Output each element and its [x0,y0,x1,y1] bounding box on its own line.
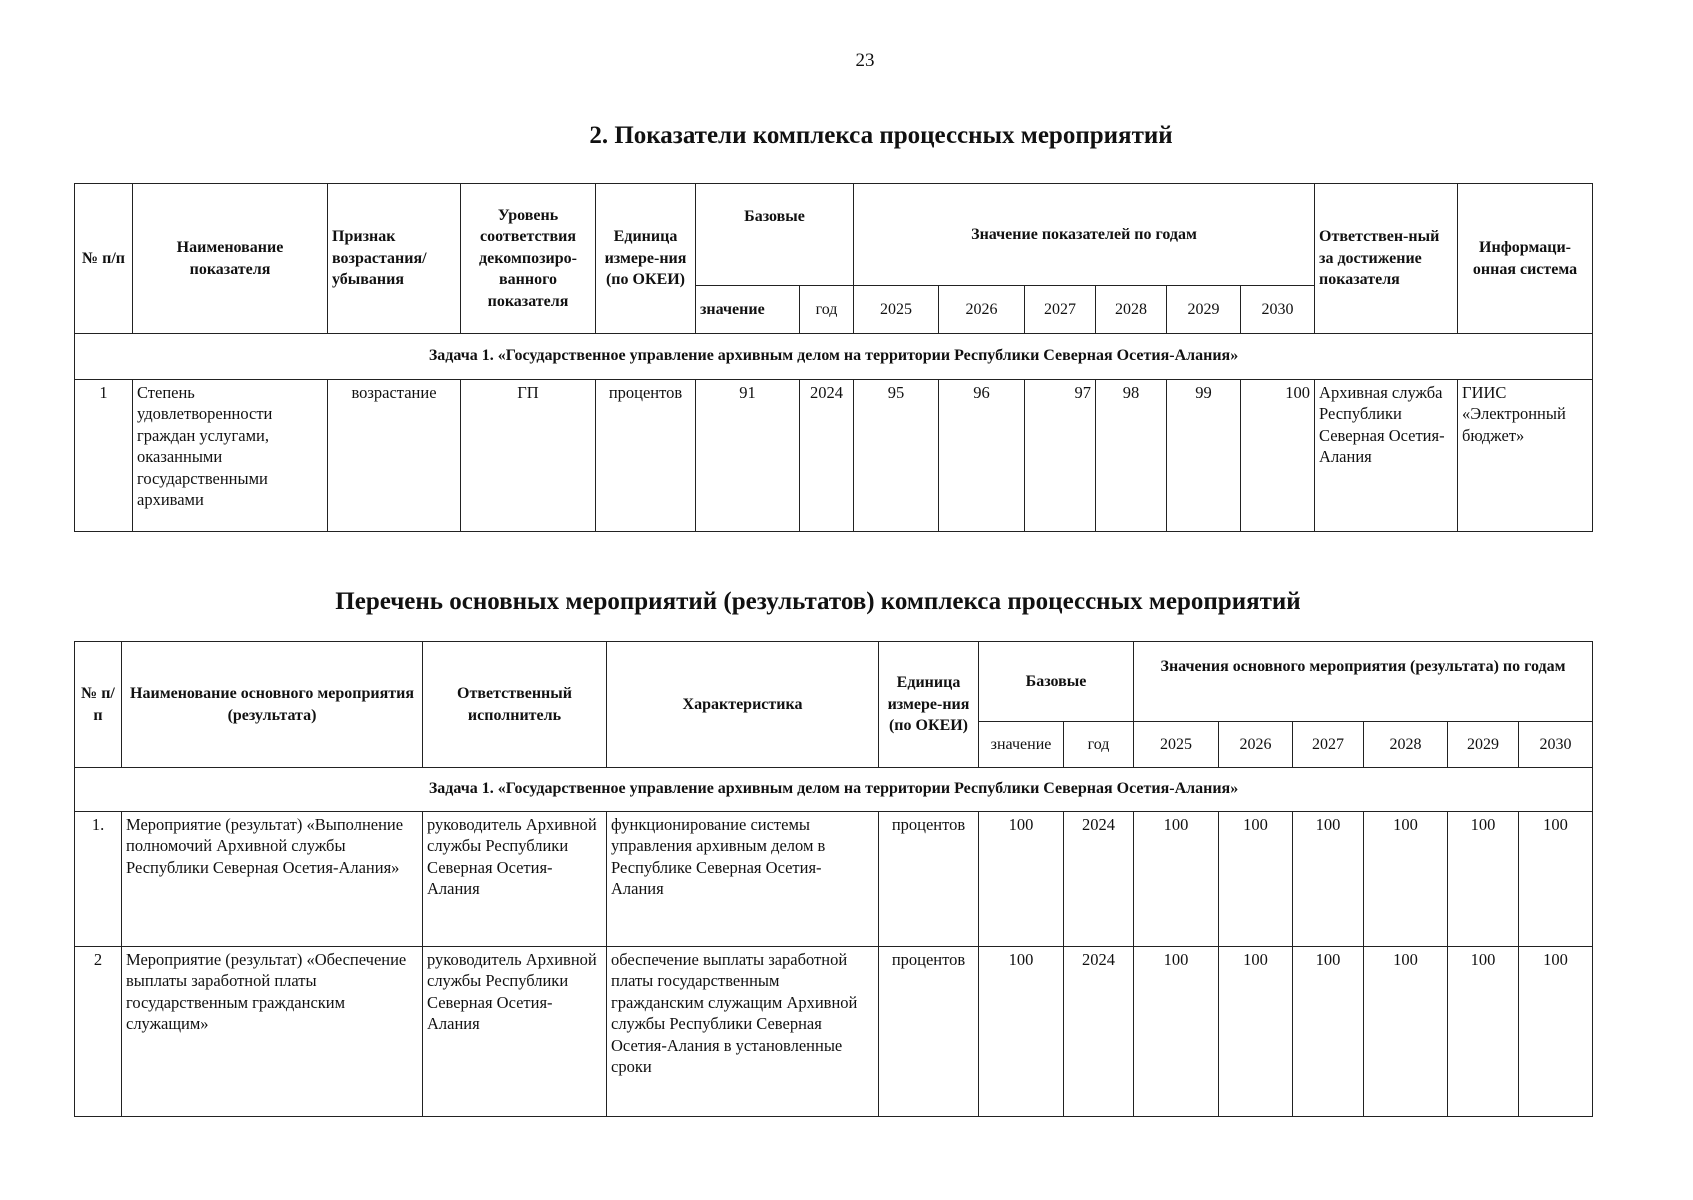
cell-year-value: 98 [1096,380,1167,532]
cell-executor: руководитель Архивной службы Республики Северная Осетия-Алания [423,812,607,947]
task-row: Задача 1. «Государственное управление архивным делом на территории Республики Северная Осетия-Алания» [75,334,1593,380]
cell-base-year: 2024 [1064,947,1134,1117]
cell-year-value: 100 [1241,380,1315,532]
cell-level: ГП [461,380,596,532]
cell-name: Мероприятие (результат) «Обеспечение выплаты заработной платы государственным гражданским служащим» [122,947,423,1117]
header-base-year: год [800,286,854,334]
cell-num: 2 [75,947,122,1117]
header-year: 2029 [1167,286,1241,334]
header-base: Базовые [979,642,1134,722]
header-base-value: значение [696,286,800,334]
cell-year-value: 100 [1293,812,1364,947]
header-year: 2028 [1096,286,1167,334]
cell-year-value: 100 [1134,812,1219,947]
cell-name: Мероприятие (результат) «Выполнение полномочий Архивной службы Республики Северная Осетия-Алания» [122,812,423,947]
cell-unit: процентов [596,380,696,532]
cell-year-value: 100 [1448,947,1519,1117]
cell-characteristic: обеспечение выплаты заработной платы государственным гражданским служащим Архивной службы Республики Северная Осетия-Алания в установленные сроки [607,947,879,1117]
cell-num: 1 [75,380,133,532]
header-year: 2025 [1134,722,1219,768]
header-values-by-year: Значения основного мероприятия (результата) по годам [1134,642,1593,722]
header-year: 2027 [1293,722,1364,768]
header-base: Базовые [696,184,854,286]
header-values-by-year: Значение показателей по годам [854,184,1315,286]
cell-year-value: 100 [1134,947,1219,1117]
header-name: Наименование основного мероприятия (результата) [122,642,423,768]
cell-year-value: 100 [1364,947,1448,1117]
header-year: 2025 [854,286,939,334]
header-year: 2026 [939,286,1025,334]
cell-year-value: 100 [1364,812,1448,947]
header-num: № п/п [75,184,133,334]
header-responsible: Ответствен-ный за достижение показателя [1315,184,1458,334]
header-sign: Признак возрастания/ убывания [328,184,461,334]
cell-year-value: 100 [1519,947,1593,1117]
cell-year-value: 100 [1219,812,1293,947]
page-number: 23 [855,50,875,71]
cell-base-value: 100 [979,947,1064,1117]
cell-year-value: 96 [939,380,1025,532]
cell-year-value: 100 [1293,947,1364,1117]
header-unit: Единица измере-ния (по ОКЕИ) [596,184,696,334]
cell-year-value: 100 [1219,947,1293,1117]
activities-table [74,641,1593,1117]
section1-title: 2. Показатели комплекса процессных мероприятий [589,122,1173,149]
header-level: Уровень соответствия декомпозиро-ванного показателя [461,184,596,334]
cell-sign: возрастание [328,380,461,532]
header-characteristic: Характеристика [607,642,879,768]
indicators-table [74,183,1593,532]
header-year: 2030 [1241,286,1315,334]
header-year: 2028 [1364,722,1448,768]
header-base-year: год [1064,722,1134,768]
header-name: Наименование показателя [133,184,328,334]
header-year: 2026 [1219,722,1293,768]
cell-year-value: 95 [854,380,939,532]
header-num: № п/п [75,642,122,768]
cell-year-value: 99 [1167,380,1241,532]
cell-base-value: 100 [979,812,1064,947]
cell-year-value: 100 [1448,812,1519,947]
cell-characteristic: функционирование системы управления архивным делом в Республике Северная Осетия-Алания [607,812,879,947]
cell-responsible: Архивная служба Республики Северная Осетия-Алания [1315,380,1458,532]
table-row [75,380,1593,532]
task-row: Задача 1. «Государственное управление архивным делом на территории Республики Северная Осетия-Алания» [75,768,1593,812]
header-year: 2027 [1025,286,1096,334]
cell-num: 1. [75,812,122,947]
cell-base-year: 2024 [1064,812,1134,947]
cell-info-system: ГИИС «Электронный бюджет» [1458,380,1593,532]
cell-name: Степень удовлетворенности граждан услугами, оказанными государственными архивами [133,380,328,532]
header-year: 2029 [1448,722,1519,768]
header-base-value: значение [979,722,1064,768]
cell-unit: процентов [879,812,979,947]
header-year: 2030 [1519,722,1593,768]
cell-base-value: 91 [696,380,800,532]
cell-executor: руководитель Архивной службы Республики Северная Осетия-Алания [423,947,607,1117]
cell-base-year: 2024 [800,380,854,532]
table-row [75,812,1593,947]
table-row [75,947,1593,1117]
header-unit: Единица измере-ния (по ОКЕИ) [879,642,979,768]
header-info-system: Информаци-онная система [1458,184,1593,334]
cell-year-value: 97 [1025,380,1096,532]
header-executor: Ответственный исполнитель [423,642,607,768]
cell-unit: процентов [879,947,979,1117]
cell-year-value: 100 [1519,812,1593,947]
section2-title: Перечень основных мероприятий (результатов) комплекса процессных мероприятий [335,588,1301,615]
